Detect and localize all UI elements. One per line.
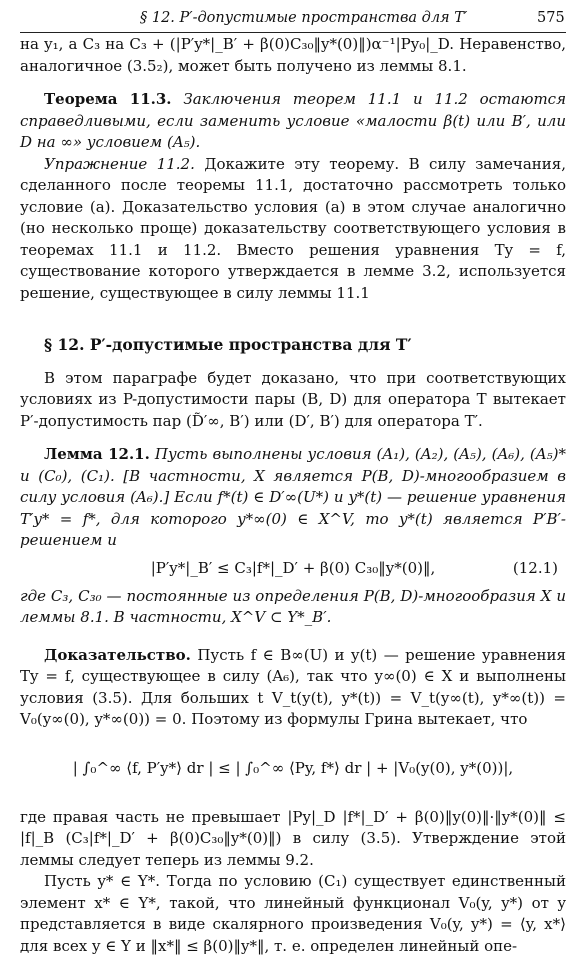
section-paragraph: В этом параграфе будет доказано, что при соответствующих условиях из P-допустимости пары (B, D) для оператора T вытекает P′-допустимость пар (D̃′∞, B′) или (D′, B′) для оператора T′. bbox=[20, 368, 566, 430]
theorem-11-3 bbox=[20, 89, 566, 154]
page-number: 575 bbox=[537, 10, 565, 26]
running-header bbox=[0, 6, 581, 32]
formula-12-1 bbox=[20, 552, 566, 586]
green-formula bbox=[20, 731, 566, 807]
proof-text: Пусть f ∈ B∞(U) и y(t) — решение уравнения Ty = f, существующее в силу (A₆), так что y∞(0) ∈ X и выполнены условия (3.5). Для больших t V_t(y(t), y*(t)) = V_t(y∞(t), y*∞(t)) = V₀(y∞(0), y*∞(0)) = 0. Поэтому из формулы Грина вытекает, что bbox=[20, 645, 566, 728]
running-title: § 12. P′-допустимые пространства для T′ bbox=[140, 10, 468, 26]
proof-label: Доказательство. bbox=[44, 645, 191, 664]
lemma-label: Лемма 12.1. bbox=[44, 445, 150, 463]
page-body bbox=[20, 34, 566, 957]
green-formula-body: | ∫₀^∞ ⟨f, P′y*⟩ dr | ≤ | ∫₀^∞ ⟨Py, f*⟩ dr | + |V₀(y(0), y*(0))|, bbox=[72, 758, 514, 777]
lemma-text: Пусть выполнены условия (A₁), (A₂), (A₅), (A₆), (A₅)* и (C₀), (C₁). [В частности, X является P(B, D)-многообразием в силу условия (A₆).] Если f*(t) ∈ D′∞(U*) и y*(t) — решение уравнения T′y* = f*, для которого y*∞(0) ∈ X^V, то y*(t) является P′B′-решением и bbox=[20, 445, 566, 549]
formula-12-1-body: |P′y*|_B′ ≤ C₃|f*|_D′ + β(0) C₃₀‖y*(0)‖, bbox=[150, 558, 436, 577]
lemma-where-text: где C₃, C₃₀ — постоянные из определения P(B, D)-многообразия X и леммы 8.1. В частности, X^V ⊂ Y*_B′. bbox=[20, 586, 566, 626]
last-paragraph: Пусть y* ∈ Y*. Тогда по условию (C₁) существует единственный элемент x* ∈ Y*, такой, что линейный функционал V₀(y, y*) от y представляется в виде скалярного произведения V₀(y, y*) = ⟨y, x*⟩ для всех y ∈ Y и ‖x*‖ ≤ β(0)‖y*‖, т. е. определен линейный опе- bbox=[20, 872, 566, 955]
exercise-11-2 bbox=[20, 154, 566, 305]
after-green-paragraph: где правая часть не превышает |Py|_D |f*|_D′ + β(0)‖y(0)‖·‖y*(0)‖ ≤ |f|_B (C₃|f*|_D′ + β(0)C₃₀‖y*(0)‖) в силу (3.5). Утверждение этой леммы следует теперь из леммы 9.2. bbox=[20, 807, 566, 869]
lemma-12-1 bbox=[20, 444, 566, 552]
section-title: § 12. P′-допустимые пространства для T′ bbox=[44, 335, 412, 354]
header-rule bbox=[20, 32, 566, 33]
theorem-label: Теорема 11.3. bbox=[44, 90, 172, 108]
intro-paragraph: на y₁, а C₃ на C₃ + (|P′y*|_B′ + β(0)C₃₀‖y*(0)‖)α⁻¹|Py₀|_D. Неравенство, аналогичное (3.5₂), может быть получено из леммы 8.1. bbox=[20, 35, 566, 75]
exercise-text: Докажите эту теорему. В силу замечания, сделанного после теоремы 11.1, достаточно рассмотреть только условие (a). Доказательство условия (a) в этом случае аналогично (но несколько проще) доказательству соответствующего условия в теоремах 11.1 и 11.2. Вместо решения уравнения Ty = f, существование которого утверждается в лемме 3.2, используется решение, существующее в силу леммы 11.1 bbox=[20, 154, 566, 302]
exercise-label: Упражнение 11.2. bbox=[44, 154, 195, 173]
theorem-text: Заключения теорем 11.1 и 11.2 остаются справедливыми, если заменить условие «малости β(t) или B′, или D на ∞» условием (A₅). bbox=[20, 90, 567, 151]
equation-number: (12.1) bbox=[512, 558, 558, 577]
proof-paragraph bbox=[20, 645, 566, 731]
